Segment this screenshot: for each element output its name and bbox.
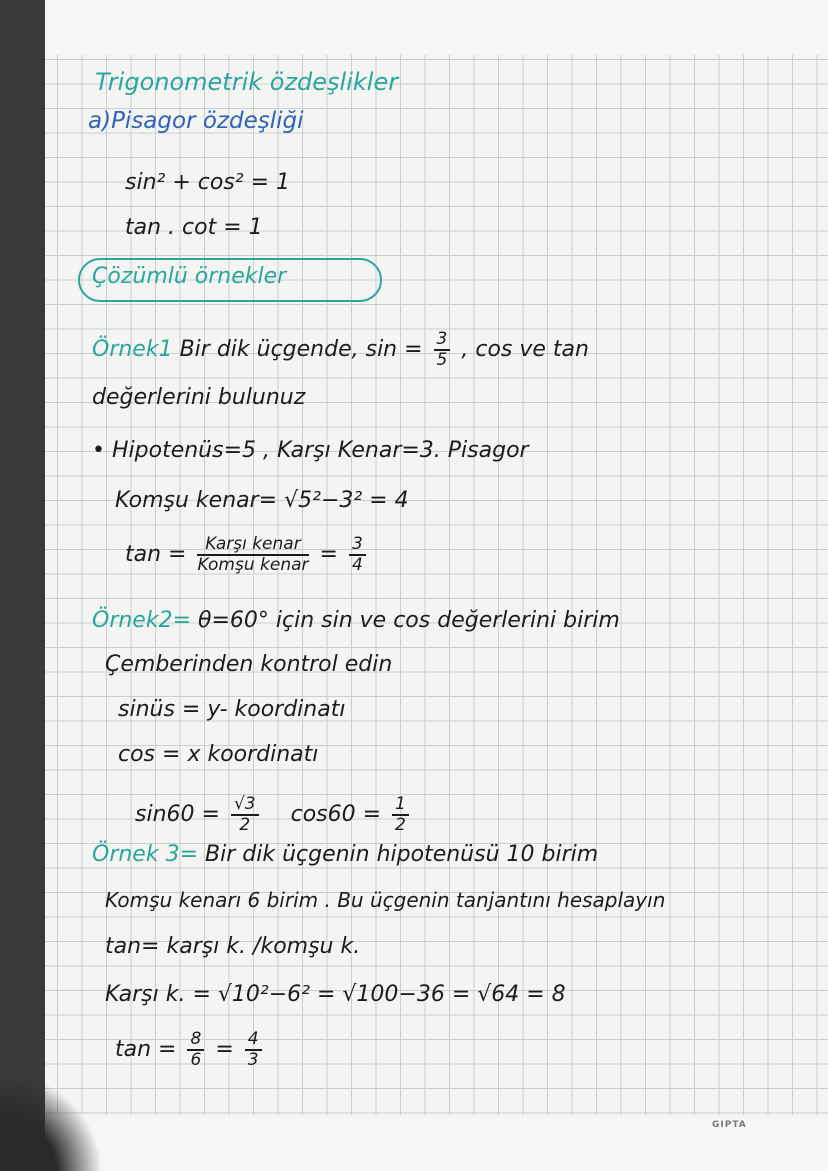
bullet-line [92,438,529,463]
fraction [245,1030,262,1070]
fraction [392,795,409,835]
top-margin [45,0,828,55]
tan-result [115,1030,266,1070]
numerator: Karşı kenar [197,535,308,556]
fraction [231,795,259,835]
text: cos60 = [290,802,382,827]
section-heading: a)Pisagor özdeşliği [88,108,304,134]
text: θ=60° için sin ve cos değerlerini birim [198,608,620,633]
text-line: tan= karşı k. /komşu k. [105,934,361,959]
tan-formula [125,535,370,575]
example-1-line [92,330,589,370]
numerator: 4 [245,1030,262,1051]
denominator: 3 [247,1050,259,1070]
text-line: değerlerini bulunuz [92,385,306,410]
text-line: Komşu kenar= √5²−3² = 4 [115,488,409,513]
numerator: 1 [392,795,409,816]
fraction [349,535,366,575]
text-line: Komşu kenarı 6 birim . Bu üçgenin tanjantını hesaplayın [105,888,666,912]
page-title: Trigonometrik özdeşlikler [95,68,399,96]
numerator: √3 [231,795,259,816]
denominator: 2 [239,815,251,835]
example-2-line [92,608,620,633]
text: tan = [125,542,187,567]
numerator: 3 [434,330,451,351]
brand-logo: GIPTA [712,1120,747,1130]
denominator: 4 [351,555,363,575]
identity-2: tan . cot = 1 [125,215,263,240]
text-line: Karşı k. = √10²−6² = √100−36 = √64 = 8 [105,982,566,1007]
fraction [434,330,451,370]
numerator: 3 [349,535,366,556]
sin60-formula [135,795,413,835]
fraction [197,535,308,575]
denominator: 5 [436,350,448,370]
example-label: Örnek 3= [92,842,199,867]
text: Hipotenüs=5 , Karşı Kenar=3. Pisagor [111,438,529,463]
text: Bir dik üçgenin hipotenüsü 10 birim [205,842,599,867]
text-line: cos = x koordinatı [118,742,319,767]
denominator: Komşu kenar [197,555,309,575]
text: Bir dik üçgende, sin = [179,337,423,362]
text-line: Çemberinden kontrol edin [105,652,393,677]
identity-1: sin² + cos² = 1 [125,170,291,195]
solved-examples-heading: Çözümlü örnekler [92,264,287,289]
denominator: 6 [190,1050,202,1070]
numerator: 8 [187,1030,204,1051]
text: = [319,542,338,567]
finger-shadow [0,1075,100,1171]
fraction [187,1030,204,1070]
text: tan = [115,1037,177,1062]
denominator: 2 [395,815,406,835]
example-label: Örnek2= [92,608,192,633]
bottom-margin [45,1115,828,1171]
text-line: sinüs = y- koordinatı [118,697,346,722]
text: = [215,1037,234,1062]
text: , cos ve tan [461,337,589,362]
bullet-icon: • [92,438,112,463]
example-3-line [92,842,598,867]
text: sin60 = [135,802,220,827]
example-label: Örnek1 [92,337,173,362]
